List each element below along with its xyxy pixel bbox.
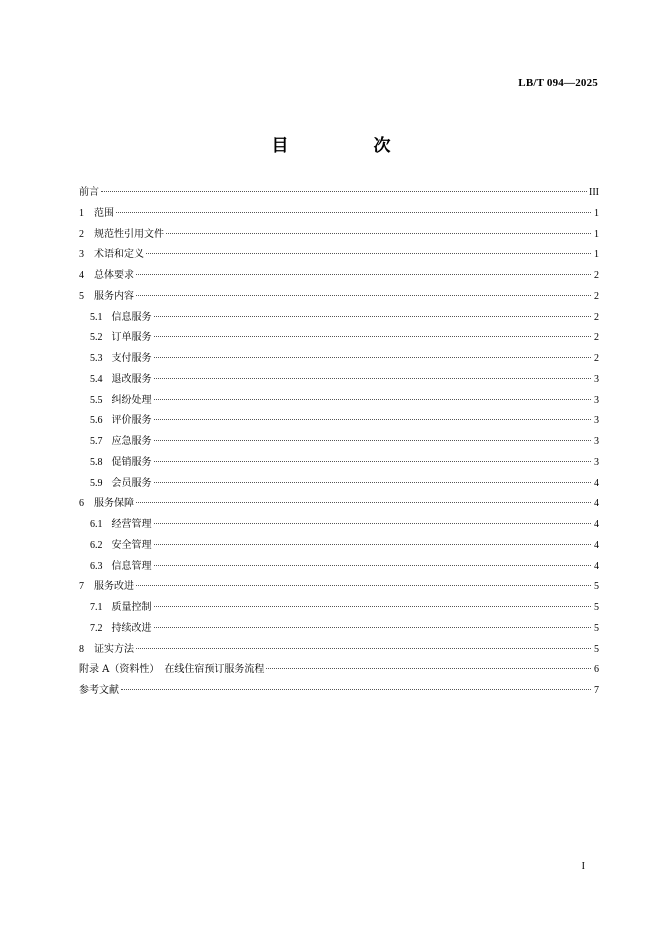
toc-entry[interactable]: [79, 370, 599, 391]
toc-entry-number: 6.1: [90, 519, 103, 530]
toc-leader-dots: [121, 689, 591, 690]
toc-entry-page: 2: [594, 290, 599, 302]
toc-entry-page: 5: [594, 643, 599, 655]
toc-entry-page: 3: [594, 436, 599, 447]
toc-entry-page: 5: [594, 581, 599, 593]
toc-entry[interactable]: [79, 640, 599, 661]
toc-entry[interactable]: [79, 411, 599, 432]
toc-leader-dots: [146, 253, 591, 254]
toc-entry-number: 5.4: [90, 373, 103, 385]
toc-leader-dots: [166, 233, 591, 234]
toc-entry-number: 7.2: [90, 622, 103, 634]
toc-leader-dots: [136, 648, 591, 649]
toc-leader-dots: [154, 606, 592, 607]
toc-entry[interactable]: [79, 577, 599, 598]
toc-entry[interactable]: [79, 308, 599, 329]
toc-leader-dots: [154, 565, 592, 566]
toc-entry[interactable]: [79, 245, 599, 266]
toc-leader-dots: [154, 419, 592, 420]
toc-entry-label: 会员服务: [111, 477, 152, 489]
toc-entry-label: 服务保障: [94, 498, 134, 510]
toc-entry[interactable]: [79, 391, 599, 412]
toc-entry-page: 2: [594, 332, 599, 344]
toc-entry-number: 8: [79, 643, 84, 655]
toc-entry-label: 参考文献: [79, 685, 119, 696]
toc-entry-label: 支付服务: [111, 353, 152, 364]
toc-entry-page: 2: [594, 311, 599, 323]
toc-entry[interactable]: [79, 474, 599, 495]
toc-entry-label: 附录 A（资料性） 在线住宿预订服务流程: [79, 664, 265, 676]
toc-leader-dots: [136, 585, 591, 586]
toc-entry-number: 5.6: [90, 415, 103, 427]
toc-entry[interactable]: [79, 225, 599, 246]
toc-entry-page: 4: [594, 539, 599, 551]
toc-entry[interactable]: [79, 328, 599, 349]
toc-entry-number: 1: [79, 207, 84, 219]
toc-entry-label: 信息服务: [111, 311, 152, 323]
toc-leader-dots: [136, 295, 591, 296]
toc-leader-dots: [154, 357, 592, 358]
toc-entry-number: 5.3: [90, 353, 103, 364]
toc-entry-label: 促销服务: [111, 456, 152, 468]
toc-entry-number: 5: [79, 290, 84, 302]
standard-code: LB/T 094—2025: [518, 77, 598, 89]
toc-leader-dots: [266, 668, 591, 669]
toc-entry-label: 总体要求: [94, 270, 134, 281]
toc-entry-label: 经营管理: [111, 519, 152, 530]
toc-entry-number: 5.8: [90, 456, 103, 468]
toc-entry-label: 规范性引用文件: [94, 228, 164, 240]
toc-entry-page: 1: [594, 249, 599, 261]
toc-entry[interactable]: [79, 681, 599, 702]
toc-entry[interactable]: [79, 204, 599, 225]
toc-entry-label: 评价服务: [111, 415, 152, 427]
toc-entry-page: 4: [594, 477, 599, 489]
toc-leader-dots: [154, 482, 592, 483]
table-of-contents: [79, 183, 599, 702]
toc-entry-number: 5.7: [90, 436, 103, 447]
toc-entry-number: 6.3: [90, 560, 103, 572]
toc-entry-page: 3: [594, 415, 599, 427]
toc-entry-page: 4: [594, 519, 599, 530]
toc-entry-number: 3: [79, 249, 84, 261]
toc-entry-label: 退改服务: [111, 373, 152, 385]
toc-entry-label: 前言: [79, 187, 99, 198]
toc-entry[interactable]: [79, 349, 599, 370]
toc-entry-page: 3: [594, 456, 599, 468]
footer-page-number: I: [581, 861, 585, 872]
toc-entry-number: 6.2: [90, 539, 103, 551]
toc-leader-dots: [154, 336, 592, 337]
toc-leader-dots: [154, 378, 592, 379]
toc-entry-page: 7: [594, 685, 599, 696]
toc-leader-dots: [136, 274, 591, 275]
toc-entry-label: 术语和定义: [94, 249, 144, 261]
toc-entry-label: 应急服务: [111, 436, 152, 447]
toc-leader-dots: [136, 502, 591, 503]
toc-leader-dots: [154, 627, 592, 628]
toc-entry-label: 安全管理: [111, 539, 152, 551]
toc-entry-page: 4: [594, 498, 599, 510]
toc-entry-page: 6: [594, 664, 599, 676]
toc-entry-number: 7.1: [90, 602, 103, 613]
toc-entry-page: 4: [594, 560, 599, 572]
toc-entry-page: III: [589, 187, 599, 198]
toc-entry-page: 1: [594, 207, 599, 219]
toc-leader-dots: [101, 191, 587, 192]
toc-entry-label: 范围: [94, 207, 114, 219]
toc-entry-number: 5.5: [90, 394, 103, 406]
toc-entry-number: 4: [79, 270, 84, 281]
toc-entry-number: 6: [79, 498, 84, 510]
page-title: 目 次: [271, 136, 425, 156]
toc-entry[interactable]: [79, 557, 599, 578]
toc-leader-dots: [116, 212, 591, 213]
toc-entry-page: 2: [594, 353, 599, 364]
toc-entry-label: 服务内容: [94, 290, 134, 302]
toc-entry-label: 订单服务: [111, 332, 152, 344]
toc-entry[interactable]: [79, 183, 599, 204]
toc-entry[interactable]: [79, 432, 599, 453]
toc-leader-dots: [154, 316, 592, 317]
toc-entry-label: 纠纷处理: [111, 394, 152, 406]
toc-entry-number: 7: [79, 581, 84, 593]
toc-entry[interactable]: [79, 619, 599, 640]
toc-entry-page: 1: [594, 228, 599, 240]
toc-entry[interactable]: [79, 536, 599, 557]
toc-entry-label: 服务改进: [94, 581, 134, 593]
toc-entry[interactable]: [79, 453, 599, 474]
toc-entry[interactable]: [79, 660, 599, 681]
toc-entry-page: 3: [594, 373, 599, 385]
toc-entry-number: 5.9: [90, 477, 103, 489]
toc-entry-page: 3: [594, 394, 599, 406]
toc-entry-page: 2: [594, 270, 599, 281]
toc-leader-dots: [154, 461, 592, 462]
toc-entry-label: 持续改进: [111, 622, 152, 634]
toc-entry[interactable]: [79, 494, 599, 515]
toc-leader-dots: [154, 523, 592, 524]
toc-entry-label: 信息管理: [111, 560, 152, 572]
toc-entry-number: 2: [79, 228, 84, 240]
toc-entry[interactable]: [79, 515, 599, 536]
toc-leader-dots: [154, 544, 592, 545]
toc-entry[interactable]: [79, 598, 599, 619]
toc-entry-label: 质量控制: [111, 602, 152, 613]
toc-entry-number: 5.1: [90, 311, 103, 323]
toc-entry-page: 5: [594, 602, 599, 613]
toc-entry-number: 5.2: [90, 332, 103, 344]
toc-leader-dots: [154, 399, 592, 400]
toc-entry-label: 证实方法: [94, 643, 134, 655]
toc-entry[interactable]: [79, 266, 599, 287]
toc-entry-page: 5: [594, 622, 599, 634]
toc-entry[interactable]: [79, 287, 599, 308]
toc-leader-dots: [154, 440, 592, 441]
